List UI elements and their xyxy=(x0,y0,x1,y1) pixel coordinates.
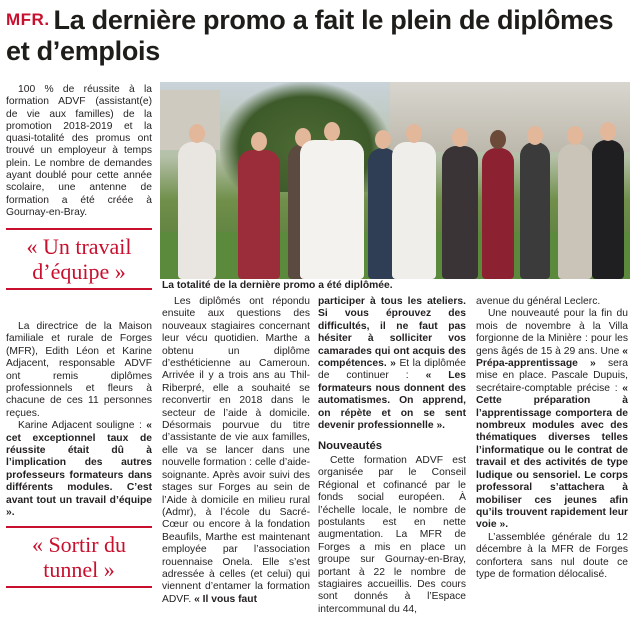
lead-text: 100 % de réussite à la formation ADVF (assistant(e) de vie aux familles) de la promotion 2018-2019 et la quasi-totalité des promus ont trouvé un employeur à temps plein. Le nombre de demandes ayant doublé pour cette année scolaire, une antenne de formation a été créée à Gournay-en-Bray. xyxy=(6,84,152,218)
photo-head xyxy=(406,124,422,143)
article-column-4 xyxy=(476,296,628,581)
col1-paragraph-2 xyxy=(6,420,152,519)
col4-text-a: Une nouveauté pour la fin du mois de novembre à la Villa forgionne de la Minière : pour les gens âgés de 15 à 29 ans. Une xyxy=(476,308,628,357)
col2-paragraph xyxy=(162,296,310,606)
headline-kicker: MFR. xyxy=(6,10,50,29)
pullquote-teamwork: « Un travail d’équipe » xyxy=(6,228,152,290)
photo-building-left xyxy=(160,90,220,150)
headline-title: La dernière promo a fait le plein de diplômes et d’emplois xyxy=(6,5,614,66)
photo-person xyxy=(392,142,436,279)
col3-paragraph-2: Cette formation ADVF est organisée par le Conseil Régional et cofinancé par le fonds social européen. À l’échelle locale, le nombre de postulants est en nette augmentation. La MFR de Forges a mis en place un groupe sur Gournay-en-Bray, portant à 22 le nombre de stagiaires accueillis. Des cours sont donnés à l’Espace intercommunal du 44, xyxy=(318,454,466,615)
col4-paragraph-2: L’assemblée générale du 12 décembre à la MFR de Forges confortera sans nul doute ce type de formation délocalisé. xyxy=(476,531,628,580)
photo-head xyxy=(600,122,616,141)
photo-head xyxy=(527,126,543,145)
photo-head xyxy=(375,130,391,149)
photo-head xyxy=(452,128,468,147)
photo-head xyxy=(189,124,205,143)
article-column-2 xyxy=(162,296,310,606)
photo-head xyxy=(251,132,267,151)
article-column-3 xyxy=(318,296,466,616)
col3-paragraph-1 xyxy=(318,296,466,432)
photo-person xyxy=(520,142,550,279)
photo-person xyxy=(178,142,216,279)
headline xyxy=(6,4,630,67)
photo-person xyxy=(238,150,280,279)
col2-text: Les diplômés ont répondu ensuite aux questions des nouveaux stagiaires concernant leur vécu quotidien. Marthe a obtenu un diplôme d’esthéticienne au Cameroun. Arrivée il y a trois ans au Thil-Riberpré, elle a souhaité se reconvertir en 2018 dans le secteur de l’aide à domicile. Désormais pourvue du titre d’assistante de vie aux familles, elle va se lancer dans une nouvelle formation : celle d’aide-soignante. Après avoir suivi des stages sur Forges au sein de l’Aide à domicile en milieu rural (Admr), à l’école du Sacré-Cœur ou encore à la fondation Beaufils, Marthe est maintenant employée par l’association rouennaise Onela. Elle s’est adressée à celles (et celui) qui viennent d’entamer la formation ADVF. xyxy=(162,296,310,605)
photo-building xyxy=(390,82,630,152)
col1-quote: « cet exceptionnel taux de réussite était dû à l’implication des autres professeurs formateurs dans différents modules. C’est avant tout un travail d’équipe ». xyxy=(6,420,152,519)
group-photo xyxy=(160,82,630,279)
col4-quote: « Cette préparation à l’apprentissage comportera de nombreux modules avec des thématiques diverses telles l’informatique ou le contrat de travail et des activités de type ludique ou sensoriel. Le corps professoral s’attachera à mobiliser ces jeunes afin qu’ils trouvent rapidement leur voie ». xyxy=(476,382,628,531)
col3-text: Et la diplômée de continuer : xyxy=(318,358,466,382)
col4-paragraph-0: avenue du général Leclerc. xyxy=(476,296,601,307)
col4-text-b: sera mise en place. Pascale Dupuis, secrétaire-comptable précise : xyxy=(476,358,628,394)
photo-head xyxy=(490,130,506,149)
lead-paragraph xyxy=(6,84,152,219)
photo-head xyxy=(324,122,340,141)
col4-prepa: « Prépa-apprentissage » xyxy=(476,345,628,370)
photo-person xyxy=(592,140,624,279)
col1-intro: Karine Adjacent souligne : xyxy=(18,420,142,432)
col2-quote-start: « Il vous faut xyxy=(194,593,258,605)
photo-person xyxy=(442,146,478,279)
section-title-nouveautes: Nouveautés xyxy=(318,440,383,453)
col4-paragraph-1 xyxy=(476,308,628,531)
photo-person xyxy=(482,148,514,279)
col3-quote: participer à tous les ateliers. Si vous éprouvez des difficultés, il ne faut pas hésiter à solliciter vos camarades qui ont acquis des compétences. » xyxy=(318,296,466,370)
col3-quote-2: « Les formateurs nous donnent des automatismes. On apprend, on répète et on se sent devenir professionnelle ». xyxy=(318,370,466,432)
photo-person xyxy=(300,140,364,279)
photo-caption: La totalité de la dernière promo a été diplômée. xyxy=(162,280,393,291)
photo-person xyxy=(558,144,592,279)
photo-head xyxy=(567,126,583,145)
col1-paragraph-1: La directrice de la Maison familiale et rurale de Forges (MFR), Edith Léon et Karine Adjacent, responsable ADVF ont remis diplômes professionnels et fleurs à chacune de ces 11 personnes reçues. xyxy=(6,321,152,419)
article-column-1 xyxy=(6,321,152,520)
pullquote-tunnel: « Sortir du tunnel » xyxy=(6,526,152,588)
